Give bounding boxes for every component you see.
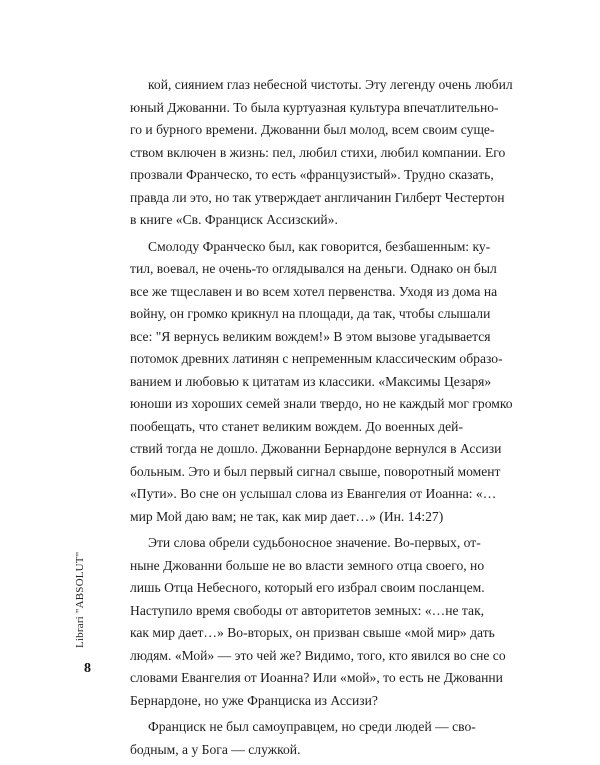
- text-line: лишь Отца Небесного, который его избрал своим посланцем.: [130, 580, 485, 595]
- text-line: Эти слова обрели судьбоносное значение. Во-первых, от-: [148, 535, 481, 550]
- paragraph: [130, 716, 476, 761]
- text-line: го и бурного времени. Джованни был молод, всем своим суще-: [130, 122, 495, 137]
- text-line: Франциск не был самоуправцем, но среди людей — сво-: [148, 719, 476, 734]
- text-line: людям. «Мой» — это чей же? Видимо, того, кто явился во сне со: [130, 647, 506, 663]
- text-line: пообещать, что станет великим вождем. До военных дей-: [130, 418, 463, 434]
- text-line: в книге «Св. Франциск Ассизский».: [130, 212, 338, 227]
- page-number: 8: [84, 661, 91, 676]
- text-line: все: "Я вернусь великим вождем!» В этом вызове угадывается: [130, 328, 491, 344]
- text-line: Смолоду Франческо был, как говорится, безбашенным: ку-: [148, 238, 491, 254]
- text-line: правда ли это, но так утверждает англичанин Гилберт Честертон: [130, 189, 505, 205]
- text-line: «Пути». Во сне он услышал слова из Евангелия от Иоанна: «…: [130, 486, 497, 501]
- text-line: ствий тогда не дошло. Джованни Бернардоне вернулся в Ассизи: [130, 441, 502, 456]
- paragraph: [130, 236, 513, 529]
- text-line: больным. Это и был первый сигнал свыше, поворотный момент: [130, 463, 501, 479]
- text-line: кой, сиянием глаз небесной чистоты. Эту легенду очень любил: [148, 77, 513, 92]
- publisher-side-label: Librari "ABSOLUT": [74, 551, 86, 648]
- text-line: тил, воевал, не очень-то оглядывался на деньги. Однако он был: [130, 261, 497, 276]
- text-line: прозвали Франческо, то есть «французистый». Трудно сказать,: [130, 167, 494, 182]
- text-line: ныне Джованни больше не во власти земного отца своего, но: [130, 557, 485, 573]
- text-line: бодным, а у Бога — служкой.: [130, 741, 301, 757]
- text-line: мир Мой даю вам; не так, как мир дает…» (Ин. 14:27): [130, 508, 444, 524]
- text-line: потомок древних латинян с непременным классическим образо-: [130, 351, 503, 366]
- text-line: Бернардоне, но уже Франциска из Ассизи?: [130, 692, 378, 708]
- text-line: словами Евангелия от Иоанна? Или «мой», то есть не Джованни: [130, 670, 503, 685]
- text-line: ством включен в жизнь: пел, любил стихи, любил компании. Его: [130, 144, 506, 160]
- text-line: все же тщеславен и во всем хотел первенства. Уходя из дома на: [130, 283, 498, 299]
- paragraph: [130, 532, 506, 712]
- text-line: ванием и любовью к цитатам из классики. «Максимы Цезаря»: [130, 373, 492, 389]
- text-line: как мир дает…» Во-вторых, он призван свыше «мой мир» дать: [130, 625, 495, 640]
- body-text: [130, 74, 513, 765]
- paragraph: [130, 74, 513, 232]
- text-line: юный Джованни. То была куртуазная культура впечатлительно-: [130, 99, 499, 115]
- text-line: юноши из хороших семей знали твердо, но не каждый мог громко: [130, 396, 513, 411]
- text-line: войну, он громко крикнул на площади, да так, чтобы слышали: [130, 306, 491, 321]
- text-line: Наступило время свободы от авторитетов земных: «…не так,: [130, 602, 485, 618]
